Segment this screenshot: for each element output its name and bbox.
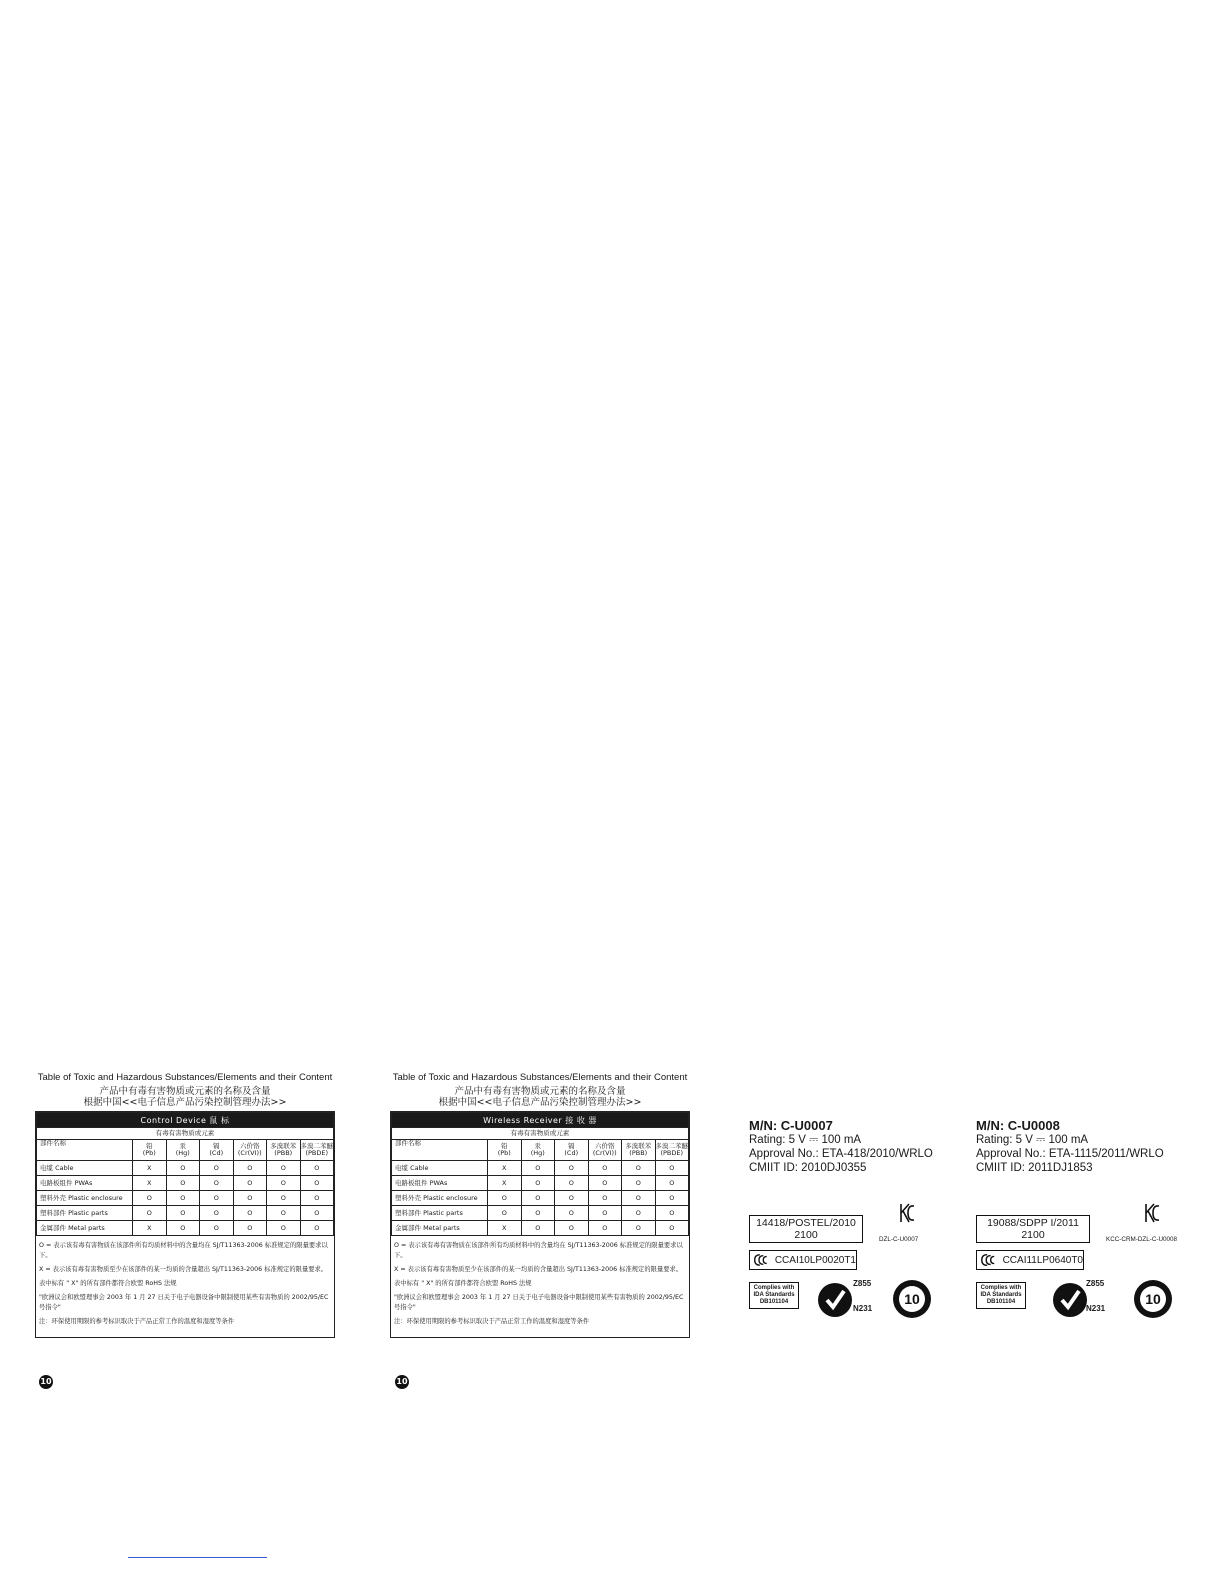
hazard-table-panel-control-device [35,1072,335,1338]
hazard-table [35,1111,335,1338]
column-header: 多溴二苯醚 (PBDE) [655,1140,689,1161]
hazard-table-panel-wireless-receiver [390,1072,690,1338]
ida-compliance-box: Complies with IDA Standards DB101104 [976,1282,1026,1309]
ncc-mark-icon [980,1252,1000,1268]
c-tick-code-n231: N231 [1086,1304,1106,1313]
table-row: 金属部件 Metal parts X O O O O O [392,1221,689,1236]
table-row: 塑料部件 Plastic parts O O O O O O [392,1206,689,1221]
approval-number: Approval No.: ETA-418/2010/WRLO [749,1148,933,1160]
column-header: 汞 (Hg) [521,1140,555,1161]
table-row: 塑料外壳 Plastic enclosure O O O O O O [37,1191,334,1206]
postel-certificate-box: 14418/POSTEL/2010 2100 [749,1215,863,1243]
approval-number: Approval No.: ETA-1115/2011/WRLO [976,1148,1164,1160]
table-title: Table of Toxic and Hazardous Substances/Elements and their Content [37,1072,333,1083]
column-header: 镉 (Cd) [555,1140,589,1161]
column-header: 六价铬 (Cr(VI)) [588,1140,622,1161]
svg-text:10: 10 [904,1291,920,1307]
kc-mark-icon [899,1201,915,1225]
table-notes [36,1236,334,1337]
table-row: 电缆 Cable X O O O O O [392,1161,689,1176]
column-header: 多溴二苯醚 (PBDE) [300,1140,334,1161]
c-tick-code-n231: N231 [853,1304,873,1313]
substances-subheader: 有毒有害物质或元素 [37,1128,334,1140]
environment-period-logo-icon: 10 [395,1375,409,1389]
ida-compliance-box: Complies with IDA Standards DB101104 [749,1282,799,1309]
hazard-table [390,1111,690,1338]
column-header: 铅 (Pb) [133,1140,167,1161]
substances-subheader: 有毒有害物质或元素 [392,1128,689,1140]
table-subtitle-zh-1: 产品中有毒有害物质或元素的名称及含量 [99,1086,271,1097]
c-tick-mark-icon [817,1282,853,1318]
note-o: O = 表示该有毒有害物质在该部件所有均质材料中的含量均在 SJ/T11363-2006 标准规定的限量要求以下。 [394,1242,683,1259]
model-number: M/N: C-U0008 [976,1118,1060,1133]
sdppi-certificate-box: 19088/SDPP I/2011 2100 [976,1215,1090,1243]
device-header: Wireless Receiver 接 收 器 [392,1113,689,1128]
rating: Rating: 5 V ⎓ 100 mA [976,1134,1089,1146]
ncc-mark-icon [753,1252,772,1268]
table-subtitle-zh-1: 产品中有毒有害物质或元素的名称及含量 [454,1086,626,1097]
c-tick-mark-icon [1052,1282,1088,1318]
note-x: X = 表示该有毒有害物质至少在该部件的某一均质的含量超出 SJ/T11363-2006 标准规定的限量要求。 [394,1266,683,1273]
note-rohs: 表中标有 " X" 的所有部件都符合欧盟 RoHS 法规 [39,1280,177,1287]
rating: Rating: 5 V ⎓ 100 mA [749,1134,862,1146]
ncc-code: CCAI10LP0020T1 [774,1254,856,1266]
cmiit-id: CMIIT ID: 2011DJ1853 [976,1162,1093,1174]
device-header: Control Device 鼠 标 [37,1113,334,1128]
regulatory-label-c-u0007 [749,1118,964,1313]
c-tick-code-z855: Z855 [1086,1279,1105,1288]
table-row: 塑料部件 Plastic parts O O O O O O [37,1206,334,1221]
table-row: 电路板组件 PWAs X O O O O O [392,1176,689,1191]
environment-period-logo-icon: 10 [39,1375,53,1389]
table-row: 塑料外壳 Plastic enclosure O O O O O O [392,1191,689,1206]
table-row: 电路板组件 PWAs X O O O O O [37,1176,334,1191]
svg-text:10: 10 [1145,1291,1161,1307]
table-row: 金属部件 Metal parts X O O O O O [37,1221,334,1236]
cmiit-id: CMIIT ID: 2010DJ0355 [749,1162,867,1174]
part-name-header: 部件名称 [392,1140,488,1161]
column-header: 镉 (Cd) [200,1140,234,1161]
kc-code: DZL-C-U0007 [879,1236,919,1243]
column-header: 多溴联苯 (PBB) [622,1140,656,1161]
epup-10-logo-icon [891,1278,933,1320]
kc-mark-icon [1144,1201,1160,1225]
column-header: 多溴联苯 (PBB) [267,1140,301,1161]
table-subtitle-zh-2: 根据中国<<电子信息产品污染控制管理办法>> [438,1097,642,1108]
note-period: 注：环保使用期限的参考标识取决于产品正常工作的温度和湿度等条件 [39,1318,235,1325]
ncc-certificate-box [976,1250,1084,1270]
regulatory-label-c-u0008 [976,1118,1191,1313]
kc-code: KCC-CRM-DZL-C-U0008 [1106,1236,1178,1243]
link-underline [128,1557,267,1558]
table-notes [391,1236,689,1337]
table-row: 电缆 Cable X O O O O O [37,1161,334,1176]
table-subtitle-zh-2: 根据中国<<电子信息产品污染控制管理办法>> [83,1097,287,1108]
model-number: M/N: C-U0007 [749,1118,833,1133]
note-rohs: 表中标有 " X" 的所有部件都符合欧盟 RoHS 法规 [394,1280,532,1287]
table-title: Table of Toxic and Hazardous Substances/Elements and their Content [392,1072,688,1083]
column-header: 铅 (Pb) [488,1140,522,1161]
ncc-certificate-box [749,1250,857,1270]
column-header: 汞 (Hg) [166,1140,200,1161]
part-name-header: 部件名称 [37,1140,133,1161]
note-directive: "欧洲议会和欧盟理事会 2003 年 1 月 27 日关于电子电器设备中限制使用某些有害物质的 2002/95/EC 号指令" [394,1294,684,1311]
note-period: 注：环保使用期限的参考标识取决于产品正常工作的温度和湿度等条件 [394,1318,590,1325]
note-directive: "欧洲议会和欧盟理事会 2003 年 1 月 27 日关于电子电器设备中限制使用某些有害物质的 2002/95/EC 号指令" [39,1294,329,1311]
epup-10-logo-icon [1132,1278,1174,1320]
note-x: X = 表示该有毒有害物质至少在该部件的某一均质的含量超出 SJ/T11363-2006 标准规定的限量要求。 [39,1266,328,1273]
column-header: 六价铬 (Cr(VI)) [233,1140,267,1161]
note-o: O = 表示该有毒有害物质在该部件所有均质材料中的含量均在 SJ/T11363-2006 标准规定的限量要求以下。 [39,1242,328,1259]
c-tick-code-z855: Z855 [853,1279,872,1288]
ncc-code: CCAI11LP0640T0 [1002,1254,1083,1266]
